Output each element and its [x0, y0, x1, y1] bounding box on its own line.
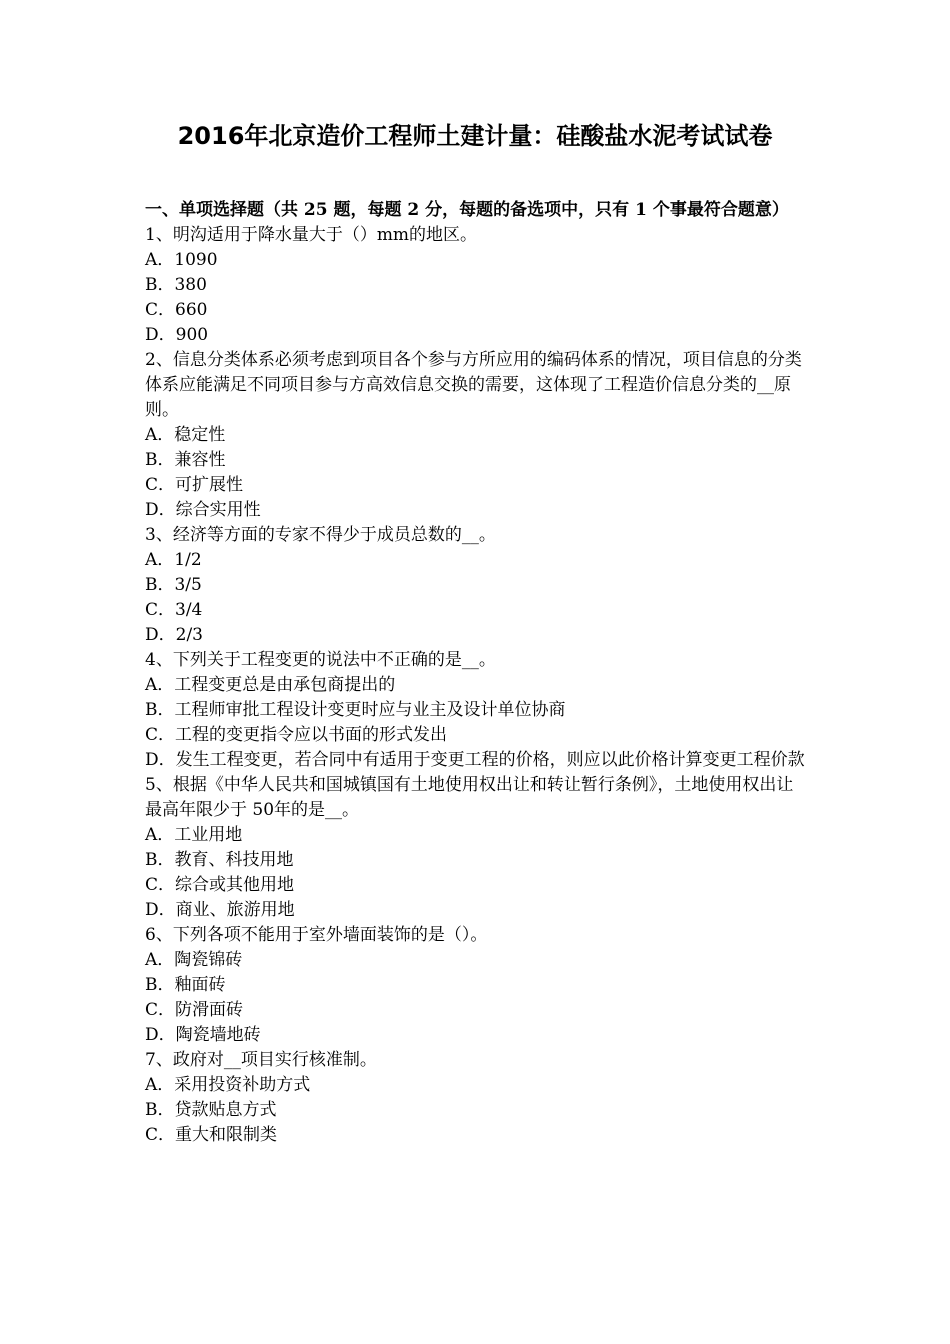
question-1	[145, 223, 810, 348]
answer-option: B．教育、科技用地	[145, 850, 294, 870]
answer-option: C．660	[145, 300, 208, 320]
answer-option: C．工程的变更指令应以书面的形式发出	[145, 725, 448, 745]
question-stem: 6、下列各项不能用于室外墙面装饰的是（）。	[145, 925, 488, 945]
section-heading: 一、单项选择题（共 25 题，每题 2 分，每题的备选项中，只有 1 个事最符合题意）	[145, 200, 789, 220]
answer-option: A．1/2	[145, 550, 202, 570]
answer-option: B．釉面砖	[145, 975, 226, 995]
answer-option: D．陶瓷墙地砖	[145, 1025, 261, 1045]
answer-option: A．工程变更总是由承包商提出的	[145, 675, 396, 695]
answer-option: D．900	[145, 325, 209, 345]
answer-option: B．贷款贴息方式	[145, 1100, 277, 1120]
answer-option: D．综合实用性	[145, 500, 261, 520]
question-stem: 3、经济等方面的专家不得少于成员总数的__。	[145, 525, 496, 545]
answer-option: A．工业用地	[145, 825, 243, 845]
answer-option: A．1090	[145, 250, 218, 270]
document-title: 2016年北京造价工程师土建计量：硅酸盐水泥考试试卷	[177, 122, 773, 150]
answer-option: C．3/4	[145, 600, 203, 620]
answer-option: B．380	[145, 275, 207, 295]
question-7	[145, 1048, 810, 1148]
answer-option: C．防滑面砖	[145, 1000, 244, 1020]
answer-option: D．商业、旅游用地	[145, 900, 295, 920]
answer-option: C．重大和限制类	[145, 1125, 278, 1145]
answer-option: D．2/3	[145, 625, 203, 645]
question-3	[145, 523, 810, 648]
answer-option: B．兼容性	[145, 450, 226, 470]
question-5	[145, 773, 810, 923]
question-stem: 1、明沟适用于降水量大于（）mm的地区。	[145, 225, 478, 245]
answer-option: C．综合或其他用地	[145, 875, 295, 895]
answer-option: C．可扩展性	[145, 475, 244, 495]
answer-option: B．3/5	[145, 575, 202, 595]
answer-option: A．稳定性	[145, 425, 226, 445]
question-stem: 7、政府对__项目实行核准制。	[145, 1050, 377, 1070]
question-stem: 2、信息分类体系必须考虑到项目各个参与方所应用的编码体系的情况，项目信息的分类体系应能满足不同项目参与方高效信息交换的需要，这体现了工程造价信息分类的__原则。	[145, 350, 802, 420]
document-body	[145, 198, 810, 1148]
question-4	[145, 648, 810, 773]
answer-option: A．采用投资补助方式	[145, 1075, 311, 1095]
question-6	[145, 923, 810, 1048]
question-stem: 4、下列关于工程变更的说法中不正确的是__。	[145, 650, 496, 670]
answer-option: B．工程师审批工程设计变更时应与业主及设计单位协商	[145, 700, 566, 720]
question-stem: 5、根据《中华人民共和国城镇国有土地使用权出让和转让暂行条例》，土地使用权出让最高年限少于 50年的是__。	[145, 775, 794, 820]
answer-option: D．发生工程变更，若合同中有适用于变更工程的价格，则应以此价格计算变更工程价款	[145, 750, 805, 770]
question-2	[145, 348, 810, 523]
answer-option: A．陶瓷锦砖	[145, 950, 243, 970]
question-list	[145, 223, 810, 1148]
